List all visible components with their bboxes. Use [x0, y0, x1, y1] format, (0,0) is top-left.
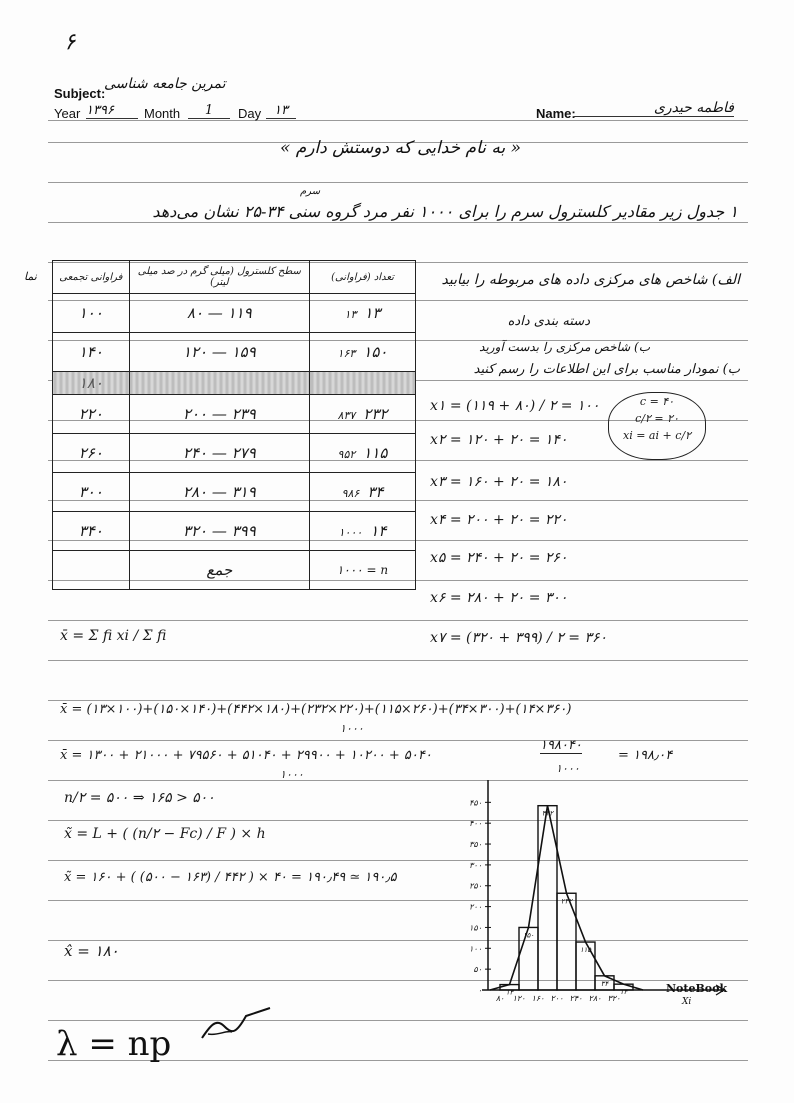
cumulative-value: ۱۳	[344, 308, 357, 321]
midpoint-equation: x۴ = ۲۰۰ + ۲۰ = ۲۲۰	[430, 512, 568, 528]
ruled-line	[48, 1020, 748, 1021]
table-cell-midpoint: ۳۴۰	[53, 512, 130, 551]
midpoint-equation: x۵ = ۲۴۰ + ۲۰ = ۲۶۰	[430, 550, 568, 566]
table-cell-midpoint: ۱۴۰	[53, 333, 130, 372]
bar-data-label: ۲۳۲	[560, 897, 573, 906]
part-b-text: ب) نمودار مناسب برای این اطلاعات را رسم کنید	[473, 362, 740, 377]
table-cell-midpoint: ۳۰۰	[53, 473, 130, 512]
y-tick-label: ۵۰	[473, 965, 482, 975]
x-tick-label: ۱۲۰	[512, 994, 526, 1003]
table-row	[53, 372, 416, 395]
table-cell-range: ۲۰۰ — ۲۳۹	[129, 395, 309, 434]
midpoint-equation: x۶ = ۲۸۰ + ۲۰ = ۳۰۰	[430, 590, 568, 606]
table-cell-frequency	[310, 512, 416, 551]
midpoint-equation: x۷ = (۳۲۰ + ۳۹۹) / ۲ = ۳۶۰	[430, 630, 608, 646]
name-value: فاطمه حیدری	[574, 100, 734, 117]
signature	[196, 1004, 276, 1048]
part-a2-text: دسته بندی داده	[507, 314, 590, 329]
mean-expansion-denominator: ۱۰۰۰	[340, 722, 364, 735]
x-tick-label: ۲۴۰	[569, 994, 583, 1003]
name-label: Name:	[536, 106, 576, 121]
x-tick-label: ۸۰	[495, 994, 505, 1003]
day-value: ۱۳	[266, 103, 296, 119]
cumulative-value: ۹۵۲	[337, 448, 356, 461]
mean-definition: x̄ = Σ fi xi / Σ fi	[60, 628, 167, 644]
table-total-label: جمع	[129, 551, 309, 590]
table-body	[53, 294, 416, 590]
bar-data-label: ۳۴	[600, 979, 609, 988]
y-tick-label: ۱۵۰	[469, 923, 482, 933]
ruled-line	[48, 660, 748, 661]
table-total-row	[53, 551, 416, 590]
table-cell-midpoint: ۲۶۰	[53, 434, 130, 473]
y-tick-label: ۴۵۰	[469, 798, 482, 808]
part-b-note: ب) شاخص مرکزی را بدست آورید	[479, 340, 650, 354]
frequency-value: ۱۳	[364, 304, 381, 322]
table-row	[53, 434, 416, 473]
median-calculation: x̃ = ۱۶۰ + ( (۵۰۰ − ۱۶۳) / ۴۴۲ ) × ۴۰ = ۱۹۰٫۴۹ ≃ ۱۹۰٫۵	[64, 870, 397, 885]
mean-result: = ۱۹۸٫۰۴	[618, 748, 673, 763]
cumulative-value: ۱۰۰۰	[338, 526, 363, 539]
part-a-text: الف) شاخص های مرکزی داده های مربوطه را بیابید	[441, 272, 740, 288]
x-tick-label: ۱۶۰	[531, 994, 545, 1003]
notebook-watermark: NoteBook	[666, 982, 728, 995]
y-tick-label: ۲۵۰	[469, 881, 482, 891]
mean-expansion: x̄ = (۱۳×۱۰۰)+(۱۵۰×۱۴۰)+(۴۴۲×۱۸۰)+(۲۳۲×۲۲۰)+(۱۱۵×۲۶۰)+(۳۴×۳۰۰)+(۱۴×۳۶۰)	[60, 702, 572, 717]
table-cell-range: ۲۴۰ — ۲۷۹	[129, 434, 309, 473]
bar-data-label: ۱۱۵	[579, 946, 592, 955]
mode-value: x̂ = ۱۸۰	[64, 942, 119, 960]
frequency-value: ۳۴	[367, 483, 384, 501]
histogram-bar	[557, 893, 576, 990]
table-cell-frequency	[310, 395, 416, 434]
table-cell-range: ۱۲۰ — ۱۵۹	[129, 333, 309, 372]
frequency-value: ۱۱۵	[363, 444, 388, 462]
y-tick-label: ۴۰۰	[469, 819, 482, 829]
year-label: Year	[54, 106, 81, 121]
page-corner-mark: ۶	[62, 29, 78, 56]
subject-label: Subject:	[54, 86, 106, 101]
bottom-formula: λ = np	[56, 1024, 172, 1064]
ruled-line	[48, 740, 748, 741]
table-row	[53, 294, 416, 333]
y-tick-label: ۳۰۰	[469, 860, 482, 870]
cumulative-value: ۸۳۷	[337, 409, 356, 422]
y-tick-label: ۰	[477, 986, 482, 995]
table-row	[53, 512, 416, 551]
cumulative-value: ۹۸۶	[341, 487, 360, 500]
day-label: Day	[238, 106, 262, 121]
frequency-value: ۱۵۰	[363, 343, 388, 361]
midpoint-equation: x۳ = ۱۶۰ + ۲۰ = ۱۸۰	[430, 474, 568, 490]
bar-data-label: ۱۳	[505, 988, 514, 997]
year-value: ۱۳۹۶	[86, 103, 138, 119]
mean-fraction-numerator: ۱۹۸۰۴۰	[540, 738, 582, 753]
table-cell-empty	[53, 551, 130, 590]
y-tick-label: ۲۰۰	[469, 902, 482, 912]
table-cell-range	[129, 372, 309, 395]
x-tick-label: ۳۲۰	[607, 994, 621, 1003]
median-definition: x̃ = L + ( (n/۲ − Fc) / F ) × h	[64, 826, 266, 842]
table-cell-frequency	[310, 333, 416, 372]
month-label: Month	[144, 106, 181, 121]
table-row	[53, 395, 416, 434]
table-header-cumulative: فراوانی تجمعی	[53, 261, 130, 294]
midpoint-equation: x۱ = (۱۱۹ + ۸۰) / ۲ = ۱۰۰	[430, 398, 600, 414]
histogram-chart	[446, 776, 732, 1008]
table-row	[53, 333, 416, 372]
table-cell-midpoint: ۲۲۰	[53, 395, 130, 434]
x-tick-label: ۲۸۰	[588, 994, 602, 1003]
table-side-label: نما	[24, 270, 37, 283]
frequency-table	[52, 260, 416, 590]
table-cell-frequency	[310, 294, 416, 333]
midpoint-equation: x۲ = ۱۲۰ + ۲۰ = ۱۴۰	[430, 432, 568, 448]
mean-fraction-denominator: ۱۰۰۰	[556, 762, 580, 775]
cumulative-value: ۱۶۳	[337, 347, 356, 360]
table-header-range: سطح کلسترول (میلی گرم در صد میلی لیتر)	[129, 261, 309, 294]
table-row	[53, 473, 416, 512]
bar-data-label: ۴۴۲	[541, 809, 554, 818]
table-cell-frequency	[310, 372, 416, 395]
frequency-value: ۲۳۲	[363, 405, 388, 423]
frequency-value: ۱۴	[370, 522, 387, 540]
page-title: « به نام خدایی که دوستش دارم »	[280, 138, 522, 158]
bar-data-label: ۱۴	[619, 988, 628, 997]
bar-data-label: ۱۵۰	[522, 931, 535, 940]
mean-sum: x̄ = ۱۳۰۰ + ۲۱۰۰۰ + ۷۹۵۶۰ + ۵۱۰۴۰ + ۲۹۹۰۰ + ۱۰۲۰۰ + ۵۰۴۰	[60, 748, 432, 763]
table-cell-frequency	[310, 473, 416, 512]
month-value: 1	[188, 103, 230, 119]
median-position: n/۲ = ۵۰۰ ⇒ ۱۶۵ > ۵۰۰	[64, 790, 215, 806]
x-axis-end-label: Xi	[682, 997, 692, 1007]
subject-value: تمرین جامعه شناسی	[104, 76, 226, 92]
ruled-line	[48, 182, 748, 183]
table-header-row	[53, 261, 416, 294]
question-insert: سرم	[300, 186, 321, 197]
table-header-frequency: تعداد (فراوانی)	[310, 261, 416, 294]
table-total-value: ۱۰۰۰ = n	[310, 551, 416, 590]
table-cell-range: ۸۰ — ۱۱۹	[129, 294, 309, 333]
table-cell-range: ۳۲۰ — ۳۹۹	[129, 512, 309, 551]
class-width-note: c = ۴۰ c/۲ = ۲۰ xi = ai + c/۲	[608, 392, 706, 460]
y-tick-label: ۱۰۰	[469, 944, 482, 954]
table-cell-frequency	[310, 434, 416, 473]
table-cell-midpoint: ۱۸۰	[53, 372, 130, 395]
ruled-line	[48, 620, 748, 621]
y-tick-label: ۳۵۰	[469, 840, 482, 850]
x-tick-label: ۲۰۰	[550, 994, 564, 1003]
question-text: ۱ جدول زیر مقادیر کلسترول سرم را برای ۱۰۰۰ نفر مرد گروه سنی ۳۴-۲۵ نشان می‌دهد	[152, 202, 738, 221]
ruled-line	[48, 700, 748, 701]
ruled-line	[48, 222, 748, 223]
mean-sum-denominator: ۱۰۰۰	[280, 768, 304, 781]
table-cell-midpoint: ۱۰۰	[53, 294, 130, 333]
table-cell-range: ۲۸۰ — ۳۱۹	[129, 473, 309, 512]
